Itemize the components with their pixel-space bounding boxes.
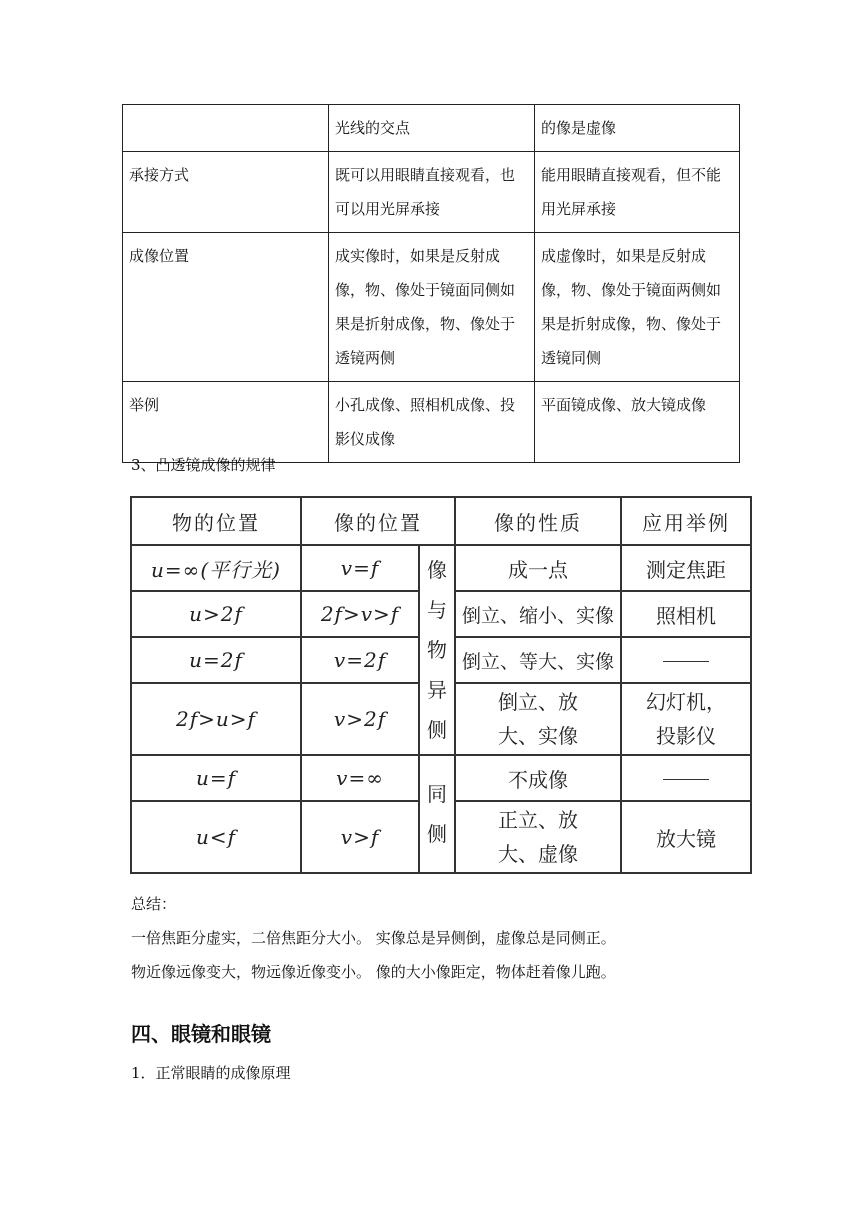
table-row (123, 233, 740, 382)
table-cell: 既可以用眼睛直接观看，也可以用光屏承接 (329, 152, 535, 233)
image-nature-cell: 不成像 (455, 755, 621, 801)
application-cell: 照相机 (621, 591, 751, 637)
table-cell: 能用眼睛直接观看，但不能用光屏承接 (535, 152, 740, 233)
side-group-label: 同侧 (427, 782, 447, 846)
image-position-cell: v=f (301, 545, 419, 591)
object-position-cell: u<f (131, 801, 301, 873)
application-cell (621, 755, 751, 801)
table-cell (123, 105, 329, 152)
side-group-cell (419, 755, 455, 873)
table-row (131, 755, 751, 801)
object-position-cell: u=f (131, 755, 301, 801)
item-1-text: 1．正常眼睛的成像原理 (131, 1064, 291, 1082)
table-cell: 的像是虚像 (535, 105, 740, 152)
table-row (123, 382, 740, 463)
image-position-cell: v>f (301, 801, 419, 873)
object-position-cell: 2f>u>f (131, 683, 301, 755)
em-dash (663, 779, 709, 780)
table-cell: 光线的交点 (329, 105, 535, 152)
application-cell: 测定焦距 (621, 545, 751, 591)
section-3-title: 3、凸透镜成像的规律 (131, 456, 276, 474)
object-position-cell: u>2f (131, 591, 301, 637)
wrapped-text: 正立、放大、虚像 (498, 808, 578, 866)
section-4-heading: 四、眼镜和眼镜 (131, 1022, 271, 1046)
summary-line-1: 一倍焦距分虚实，二倍焦距分大小。 实像总是异侧倒，虚像总是同侧正。 (131, 929, 616, 947)
table-cell: 举例 (123, 382, 329, 463)
table-row (131, 545, 751, 591)
side-group-cell (419, 545, 455, 755)
table-cell: 小孔成像、照相机成像、投影仪成像 (329, 382, 535, 463)
table-row (123, 152, 740, 233)
table-cell: 平面镜成像、放大镜成像 (535, 382, 740, 463)
image-nature-cell (455, 801, 621, 873)
application-cell (621, 683, 751, 755)
object-position-cell: u=2f (131, 637, 301, 683)
table-cell: 成实像时，如果是反射成像，物、像处于镜面同侧如果是折射成像，物、像处于透镜两侧 (329, 233, 535, 382)
image-nature-cell: 成一点 (455, 545, 621, 591)
convex-lens-rules-table (130, 496, 752, 874)
image-position-cell: 2f>v>f (301, 591, 419, 637)
wrapped-text: 倒立、放大、实像 (498, 690, 578, 748)
column-header: 像的性质 (455, 497, 621, 545)
application-cell (621, 637, 751, 683)
object-position-cell: u=∞(平行光) (131, 545, 301, 591)
column-header: 像的位置 (301, 497, 455, 545)
table-cell: 成虚像时，如果是反射成像，物、像处于镜面两侧如果是折射成像，物、像处于透镜同侧 (535, 233, 740, 382)
real-virtual-comparison-table (122, 104, 740, 463)
em-dash (663, 661, 709, 662)
image-nature-cell: 倒立、缩小、实像 (455, 591, 621, 637)
side-group-label: 像与物异侧 (427, 558, 447, 742)
image-position-cell: v=∞ (301, 755, 419, 801)
application-cell: 放大镜 (621, 801, 751, 873)
column-header: 应用举例 (621, 497, 751, 545)
column-header: 物的位置 (131, 497, 301, 545)
table-cell: 承接方式 (123, 152, 329, 233)
table-header-row (131, 497, 751, 545)
summary-line-2: 物近像远像变大，物远像近像变小。 像的大小像距定，物体赶着像儿跑。 (131, 963, 616, 981)
table-row (123, 105, 740, 152)
image-nature-cell (455, 683, 621, 755)
image-position-cell: v>2f (301, 683, 419, 755)
image-position-cell: v=2f (301, 637, 419, 683)
table-cell: 成像位置 (123, 233, 329, 382)
summary-label: 总结： (131, 895, 177, 913)
wrapped-text: 幻灯机，投影仪 (646, 690, 726, 748)
image-nature-cell: 倒立、等大、实像 (455, 637, 621, 683)
